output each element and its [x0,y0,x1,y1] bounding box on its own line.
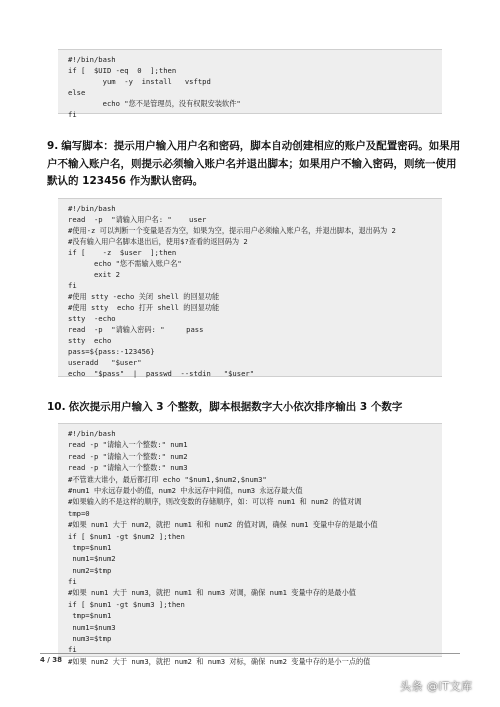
code-line: yum -y install vsftpd [68,77,211,86]
code-line: #如果 num2 大于 num3，就把 num2 和 num3 对标，确保 num2 变量中存的是小一点的值 [68,656,371,666]
code-line: echo "您不是管理员，没有权限安装软件" [68,99,241,108]
code-block-2 [58,198,442,377]
code-line: if [ $num1 -gt $num3 ];then [68,599,185,609]
page-number: 4 / 38 [40,656,63,664]
code-line: #没有输入用户名脚本退出后，使用$?查看的返回码为 2 [68,237,248,246]
code-block-3 [58,423,442,666]
code-line: tmp=$num1 [68,542,112,552]
code-line: read -p "请输入一个整数:" num2 [68,451,188,461]
code-line: read -p "请输入一个整数:" num1 [68,440,188,450]
code-line: pass=${pass:-123456} [68,347,155,356]
code-line: read -p "请输入密码: " pass [68,325,204,334]
code-line: #!/bin/bash [68,55,116,64]
code-line: echo "$pass" | passwd --stdin "$user" [68,369,255,378]
code-line: #如果 num1 大于 num2，就把 num1 和和 num2 的值对调，确保 num1 变量中存的是最小值 [68,520,378,530]
code-line: num2=$tmp [68,565,112,575]
code-line: #!/bin/bash [68,429,116,438]
code-line: #!/bin/bash [68,204,116,213]
code-line: tmp=$num1 [68,611,112,621]
code-line: #使用 stty echo 打开 shell 的回显功能 [68,303,220,312]
code-line: if [ $num1 -gt $num2 ];then [68,531,185,541]
question-text: 编写脚本：提示用户输入用户名和密码，脚本自动创建相应的账户及配置密码。如果用户不输入账户名，则提示必须输入账户名并退出脚本；如果用户不输入密码，则统一使用默认的 123456 作为默认密码。 [47,140,461,187]
code-line: stty -echo [68,314,116,323]
code-line: fi [68,110,77,119]
question-text: 依次提示用户输入 3 个整数，脚本根据数字大小依次排序输出 3 个数字 [68,401,403,413]
code-line: num3=$tmp [68,634,112,644]
code-block-1 [58,49,442,119]
code-line: fi [68,577,77,587]
question-10-heading [47,399,462,417]
code-line: #如果 num1 大于 num3，就把 num1 和 num3 对调，确保 num1 变量中存的是最小值 [68,588,356,598]
code-line: read -p "请输入一个整数:" num3 [68,463,188,473]
watermark: 头条 @IT文库 [400,680,473,693]
code-line: exit 2 [68,270,120,279]
question-number: 10. [47,401,66,413]
code-line: #不管谁大谁小，最后都打印 echo "$num1,$num2,$num3" [68,474,267,484]
code-line: num1=$num3 [68,622,116,632]
code-line: #使用-z 可以判断一个变量是否为空，如果为空，提示用户必须输入账户名，并退出脚本，退出码为 2 [68,226,396,235]
code-line: tmp=0 [68,508,90,518]
code-line: #使用 stty -echo 关闭 shell 的回显功能 [68,292,220,301]
code-line: if [ -z $user ];then [68,248,177,257]
question-9-heading [47,138,462,191]
code-line: fi [68,645,77,655]
code-line: #num1 中永远存最小的值，num2 中永远存中间值，num3 永远存最大值 [68,485,303,495]
code-line: echo "您不需输入账户名" [68,259,182,268]
code-line: else [68,88,86,97]
code-line: stty echo [68,336,112,345]
question-number: 9. [47,140,59,152]
footer-divider [40,653,460,654]
code-line: if [ $UID -eq 0 ];then [68,66,177,75]
code-line: useradd "$user" [68,358,142,367]
code-line: #如果输入的不是这样的顺序，则改变数的存储顺序，如：可以将 num1 和 num2 的值对调 [68,497,362,507]
code-line: num1=$num2 [68,554,116,564]
code-line: read -p "请输入用户名: " user [68,215,207,224]
code-line: fi [68,281,77,290]
